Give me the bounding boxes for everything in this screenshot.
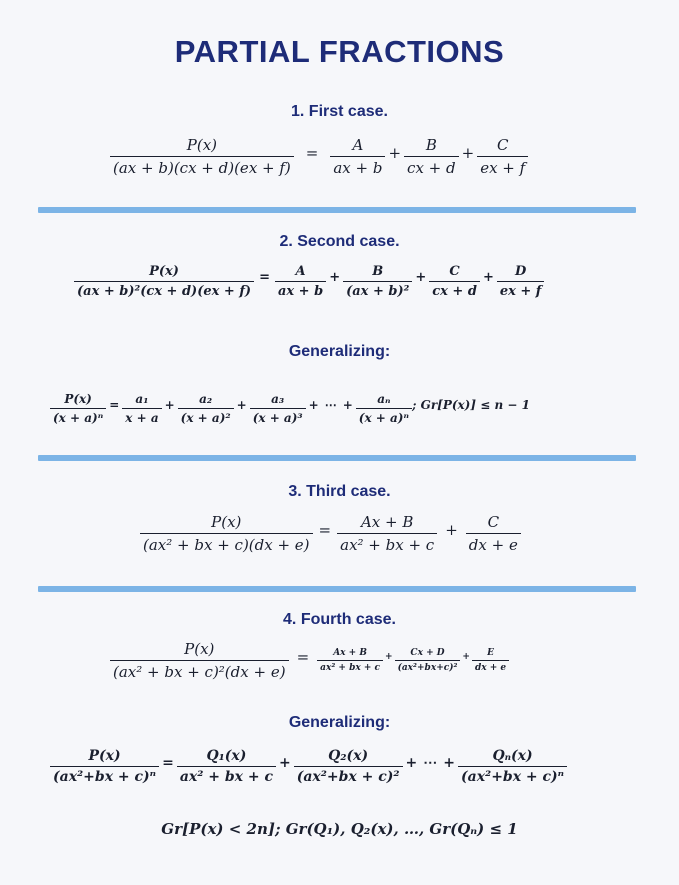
ellipsis: ⋯ [423, 754, 438, 771]
term-fraction [477, 136, 528, 177]
fourth-case-equation [110, 640, 509, 681]
term-fraction [294, 748, 403, 785]
term-fraction [472, 648, 509, 673]
page-title: PARTIAL FRACTIONS [174, 34, 505, 69]
term-denominator: cx + d [429, 281, 480, 299]
term-numerator: B [372, 264, 384, 279]
lhs-denominator: (ax + b)(cx + d)(ex + f) [110, 156, 294, 177]
lhs-fraction [140, 513, 313, 554]
lhs-numerator: P(x) [64, 392, 92, 406]
term-numerator: aₙ [377, 392, 391, 406]
term-fraction [177, 748, 276, 785]
section-divider [38, 586, 636, 592]
degree-condition: Gr[P(x) < 2n]; Gr(Q₁), Q₂(x), …, Gr(Qₙ) ≤ 1 [161, 820, 518, 838]
term-numerator: C [487, 513, 500, 531]
term-numerator: Ax + B [360, 513, 414, 531]
equals-sign: = [318, 520, 332, 539]
plus-sign: + [461, 143, 475, 162]
plus-sign: + [388, 143, 402, 162]
generalizing-heading: Generalizing: [288, 343, 391, 360]
section-divider [38, 455, 636, 461]
first-case-heading: 1. First case. [291, 103, 388, 120]
section-divider [38, 207, 636, 213]
equals-sign: = [296, 647, 310, 666]
lhs-numerator: P(x) [186, 136, 218, 154]
term-denominator: ax² + bx + c [337, 533, 437, 554]
lhs-numerator: P(x) [211, 513, 242, 531]
lhs-fraction [110, 640, 289, 681]
first-case-equation [110, 136, 528, 177]
generalizing-heading: Generalizing: [288, 714, 391, 731]
plus-sign: + [443, 754, 456, 771]
lhs-numerator: P(x) [184, 640, 215, 658]
term-denominator: (x + a)³ [250, 408, 306, 425]
lhs-numerator: P(x) [88, 748, 121, 764]
term-denominator: dx + e [466, 533, 521, 554]
term-numerator: a₁ [135, 392, 149, 406]
third-case-heading: 3. Third case. [288, 483, 391, 500]
term-numerator: Q₂(x) [328, 748, 369, 764]
term-fraction [275, 264, 326, 299]
term-denominator: (x + a)² [178, 408, 234, 425]
lhs-denominator: (ax + b)²(cx + d)(ex + f) [74, 281, 254, 299]
plus-sign: + [308, 397, 319, 412]
degree-condition: ; Gr[P(x)] ≤ n − 1 [411, 397, 530, 412]
equals-sign: = [109, 397, 120, 412]
term-fraction [250, 392, 306, 425]
lhs-numerator: P(x) [149, 264, 179, 279]
term-numerator: Ax + B [333, 648, 367, 658]
term-fraction [337, 513, 437, 554]
ellipsis: ⋯ [324, 397, 337, 412]
lhs-fraction [74, 264, 254, 299]
equals-sign: = [259, 270, 270, 285]
term-denominator: cx + d [404, 156, 459, 177]
term-fraction [497, 264, 545, 299]
term-fraction [330, 136, 385, 177]
term-denominator: (x + a)ⁿ [356, 408, 412, 425]
term-numerator: C [496, 136, 509, 154]
lhs-denominator: (ax² + bx + c)(dx + e) [140, 533, 313, 554]
term-denominator: ex + f [477, 156, 528, 177]
fourth-case-heading: 4. Fourth case. [283, 611, 396, 628]
term-denominator: (ax²+bx + c)² [294, 766, 403, 785]
plus-sign: + [279, 754, 291, 771]
term-numerator: A [352, 136, 364, 154]
lhs-fraction [110, 136, 294, 177]
generalizing-equation [50, 748, 567, 785]
term-fraction [458, 748, 567, 785]
plus-sign: + [462, 651, 470, 662]
term-denominator: ax + b [275, 281, 326, 299]
equals-sign: = [305, 143, 319, 162]
term-fraction [404, 136, 459, 177]
lhs-fraction [50, 748, 159, 785]
term-fraction [466, 513, 521, 554]
term-fraction [395, 648, 461, 673]
plus-sign: + [329, 270, 341, 285]
generalizing-equation [50, 392, 530, 425]
term-fraction [122, 392, 161, 425]
plus-sign: + [482, 270, 494, 285]
plus-sign: + [236, 397, 247, 412]
term-denominator: dx + e [472, 660, 509, 673]
term-denominator: ex + f [497, 281, 545, 299]
fourth-case-rhs [317, 648, 509, 673]
term-numerator: Qₙ(x) [492, 748, 533, 764]
degree-condition-row [0, 820, 679, 838]
term-numerator: A [295, 264, 306, 279]
equals-sign: = [162, 754, 174, 771]
lhs-denominator: (ax²+bx + c)ⁿ [50, 766, 159, 785]
plus-sign: + [405, 754, 418, 771]
term-fraction [178, 392, 234, 425]
term-numerator: D [514, 264, 527, 279]
term-denominator: x + a [122, 408, 161, 425]
term-denominator: ax + b [330, 156, 385, 177]
lhs-denominator: (x + a)ⁿ [50, 408, 106, 425]
plus-sign: + [385, 651, 393, 662]
plus-sign: + [164, 397, 175, 412]
term-numerator: Q₁(x) [206, 748, 247, 764]
term-fraction [429, 264, 480, 299]
term-numerator: a₂ [199, 392, 213, 406]
second-case-heading: 2. Second case. [279, 233, 400, 250]
term-fraction [317, 648, 383, 673]
plus-sign: + [415, 270, 427, 285]
term-denominator: ax² + bx + c [317, 660, 383, 673]
lhs-denominator: (ax² + bx + c)²(dx + e) [110, 660, 289, 681]
term-denominator: (ax²+bx+c)² [395, 660, 461, 673]
plus-sign: + [445, 520, 458, 539]
term-fraction [343, 264, 412, 299]
term-fraction [356, 392, 412, 425]
plus-sign: + [342, 397, 353, 412]
term-numerator: C [449, 264, 460, 279]
term-denominator: (ax + b)² [343, 281, 412, 299]
term-numerator: B [425, 136, 437, 154]
third-case-equation [140, 513, 521, 554]
term-numerator: Cx + D [410, 648, 445, 658]
term-denominator: ax² + bx + c [177, 766, 276, 785]
term-numerator: E [487, 648, 494, 658]
term-numerator: a₃ [271, 392, 285, 406]
lhs-fraction [50, 392, 106, 425]
second-case-equation [74, 264, 544, 299]
term-denominator: (ax²+bx + c)ⁿ [458, 766, 567, 785]
